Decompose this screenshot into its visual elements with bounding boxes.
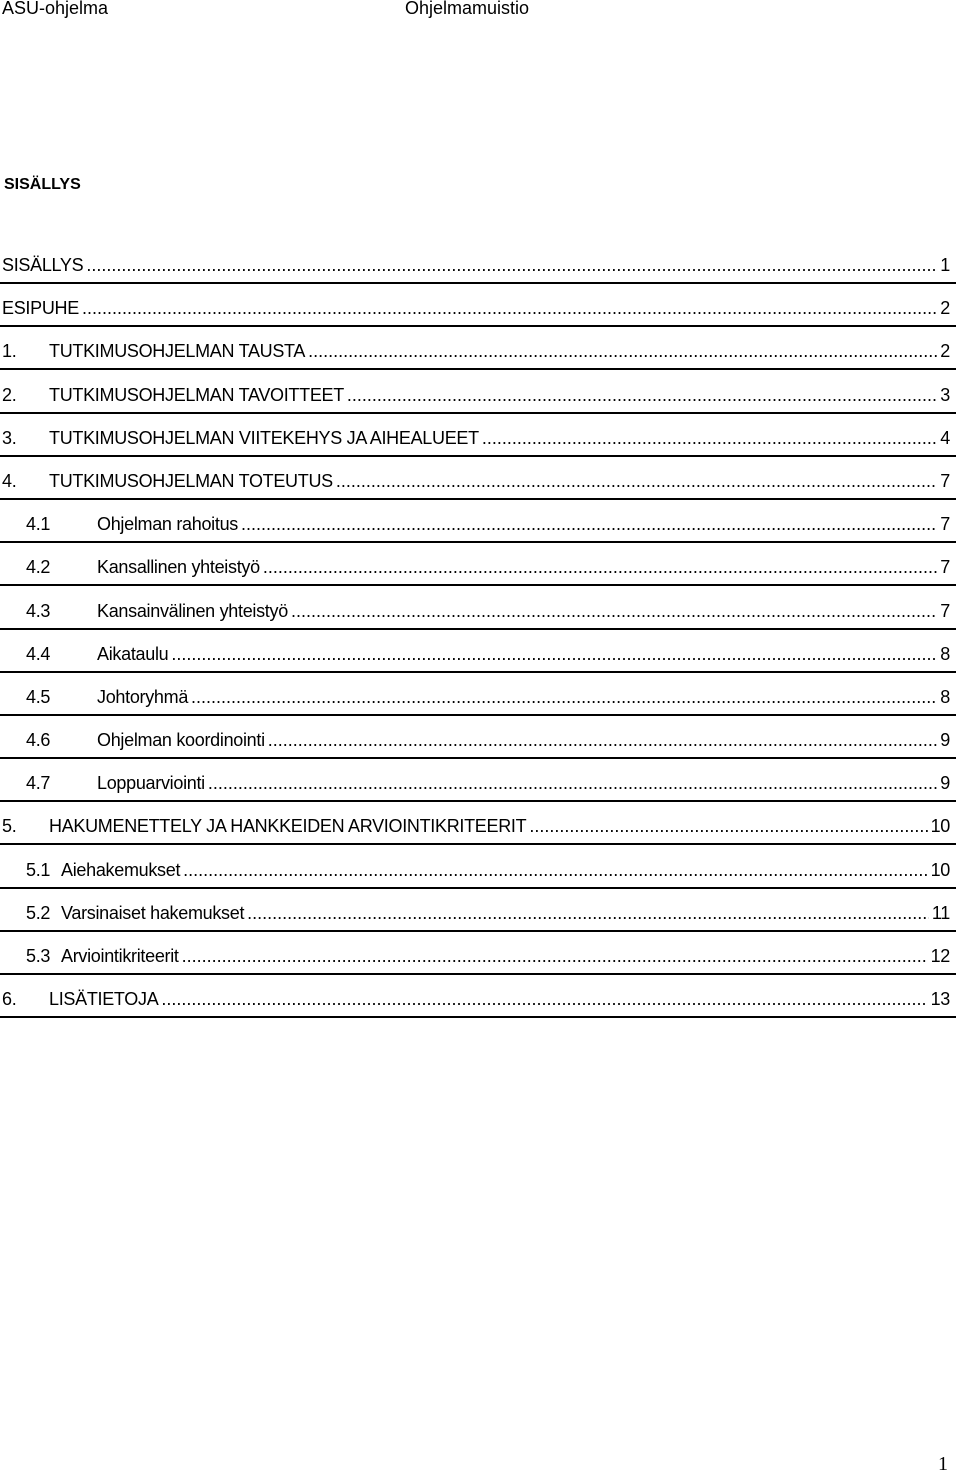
toc-underline (0, 628, 956, 630)
toc-dot-leader (482, 428, 937, 449)
toc-entry-text (2, 341, 950, 362)
toc-entry[interactable] (0, 469, 958, 512)
toc-underline (0, 714, 956, 716)
toc-entry-text (26, 687, 950, 708)
toc-entry-text (26, 730, 950, 751)
toc-entry[interactable] (0, 599, 958, 642)
toc-entry-text (2, 298, 950, 319)
toc-entry-page: 7 (940, 470, 950, 491)
toc-underline (0, 887, 956, 889)
toc-dot-leader (336, 471, 937, 492)
toc-entry-page: 8 (940, 643, 950, 664)
toc-underline (0, 368, 956, 370)
toc-underline (0, 1016, 956, 1018)
toc-entry-text (26, 644, 950, 665)
toc-dot-leader (247, 903, 929, 924)
toc-entry-number: 5. (2, 816, 17, 837)
toc-dot-leader (263, 557, 937, 578)
toc-entry-number: 2. (2, 384, 17, 405)
toc-dot-leader (86, 255, 937, 276)
toc-entry[interactable] (0, 512, 958, 555)
toc-dot-leader (241, 514, 937, 535)
toc-entry-page: 2 (940, 298, 950, 319)
toc-dot-leader (82, 298, 937, 319)
toc-entry-page: 11 (931, 902, 950, 923)
toc-underline (0, 541, 956, 543)
toc-entry-text (26, 773, 950, 794)
toc-underline (0, 973, 956, 975)
toc-dot-leader (291, 601, 937, 622)
toc-entry-number: 5.2 (26, 902, 51, 923)
toc-entry-number: 4.5 (26, 686, 51, 707)
toc-entry-text (26, 601, 950, 622)
toc-entry-text (2, 385, 950, 406)
toc-dot-leader (161, 989, 927, 1010)
toc-entry-page: 7 (940, 600, 950, 621)
toc-entry-label: Kansainvälinen yhteistyö (97, 600, 288, 621)
toc-entry-page: 2 (940, 341, 950, 362)
toc-dot-leader (268, 730, 937, 751)
toc-entry-number: 1. (2, 341, 17, 362)
toc-entry-text (2, 255, 950, 276)
toc-entry-label: Aikataulu (97, 643, 169, 664)
toc-entry[interactable] (0, 685, 958, 728)
toc-entry-label: SISÄLLYS (2, 255, 84, 275)
toc-entry-page: 10 (930, 816, 950, 837)
toc-dot-leader (208, 773, 937, 794)
toc-entry[interactable] (0, 426, 958, 469)
toc-entry[interactable] (0, 858, 958, 901)
toc-underline (0, 412, 956, 414)
toc-entry-number: 3. (2, 427, 17, 448)
toc-underline (0, 498, 956, 500)
toc-entry[interactable] (0, 253, 958, 296)
toc-entry-label: TUTKIMUSOHJELMAN TOTEUTUS (49, 470, 333, 491)
toc-entry-number: 4.7 (26, 773, 51, 794)
toc-entry-label: TUTKIMUSOHJELMAN VIITEKEHYS JA AIHEALUEET (49, 427, 479, 448)
toc-entry-text (2, 428, 950, 449)
toc-entry-page: 9 (940, 773, 950, 794)
toc-entry[interactable] (0, 642, 958, 685)
toc-entry-text (2, 471, 950, 492)
toc-entry-number: 4.1 (26, 514, 51, 535)
toc-entry-label: Johtoryhmä (97, 686, 189, 707)
toc-dot-leader (191, 687, 937, 708)
toc-entry-text (2, 816, 950, 837)
toc-entry-number: 5.3 (26, 946, 51, 966)
toc-entry-label: Varsinaiset hakemukset (61, 902, 245, 923)
toc-entry[interactable] (0, 339, 958, 382)
toc-underline (0, 843, 956, 845)
toc-entry-label: Kansallinen yhteistyö (97, 557, 260, 578)
toc-entry-page: 8 (940, 686, 950, 707)
toc-entry-label: TUTKIMUSOHJELMAN TAVOITTEET (49, 384, 344, 405)
toc-entry-page: 12 (930, 946, 950, 966)
toc-dot-leader (347, 385, 937, 406)
toc-dot-leader (171, 644, 937, 665)
toc-entry-page: 10 (930, 859, 950, 880)
toc-entry[interactable] (0, 987, 958, 1030)
toc-underline (0, 455, 956, 457)
toc-entry[interactable] (0, 728, 958, 771)
page-number: 1 (938, 1453, 948, 1475)
toc-entry-label: TUTKIMUSOHJELMAN TAUSTA (49, 341, 306, 362)
toc-entry[interactable] (0, 296, 958, 339)
toc-entry-page: 7 (940, 557, 950, 578)
toc-entry-label: Arviointikriteerit (61, 946, 179, 966)
toc-entry-number: 5.1 (26, 859, 51, 880)
toc-entry-number: 4.2 (26, 557, 51, 578)
toc-heading: SISÄLLYS (4, 176, 81, 193)
toc-entry-label: Aiehakemukset (61, 859, 181, 880)
toc-entry-page: 7 (940, 514, 950, 535)
toc-entry-number: 6. (2, 989, 17, 1010)
toc-entry-page: 9 (940, 730, 950, 751)
toc-entry-label: Ohjelman rahoitus (97, 514, 238, 535)
toc-entry-text (26, 860, 950, 881)
toc-entry-text (2, 989, 950, 1010)
toc-entry-text (26, 903, 950, 924)
toc-entry-page: 13 (930, 989, 950, 1010)
toc-entry[interactable] (0, 814, 958, 857)
toc-entry-text (26, 946, 950, 967)
toc-underline (0, 584, 956, 586)
toc-dot-leader (308, 341, 937, 362)
toc-entry[interactable] (0, 555, 958, 598)
header-document-type: Ohjelmamuistio (405, 0, 530, 18)
toc-underline (0, 325, 956, 327)
toc-underline (0, 757, 956, 759)
toc-entry-label: HAKUMENETTELY JA HANKKEIDEN ARVIOINTIKRITEERIT (49, 816, 527, 837)
toc-underline (0, 930, 956, 932)
toc-underline (0, 671, 956, 673)
toc-dot-leader (529, 816, 927, 837)
toc-entry-label: Loppuarviointi (97, 773, 205, 794)
toc-entry[interactable] (0, 771, 958, 814)
toc-entry-number: 4.3 (26, 600, 51, 621)
toc-entry-text (26, 557, 950, 578)
toc-entry-label: ESIPUHE (2, 298, 79, 319)
table-of-contents (0, 253, 958, 1030)
toc-entry[interactable] (0, 901, 958, 944)
toc-underline (0, 282, 956, 284)
toc-entry-number: 4.6 (26, 730, 51, 751)
toc-entry-page: 3 (940, 384, 950, 405)
toc-entry[interactable] (0, 383, 958, 426)
header-program-name: ASU-ohjelma (2, 0, 109, 18)
toc-dot-leader (182, 946, 928, 967)
toc-underline (0, 800, 956, 802)
toc-entry-page: 1 (940, 255, 950, 275)
toc-entry-number: 4. (2, 470, 17, 491)
toc-entry-number: 4.4 (26, 643, 51, 664)
toc-entry-label: Ohjelman koordinointi (97, 730, 265, 751)
toc-entry-page: 4 (940, 427, 950, 448)
toc-dot-leader (183, 860, 927, 881)
toc-entry-text (26, 514, 950, 535)
toc-entry[interactable] (0, 944, 958, 987)
toc-entry-label: LISÄTIETOJA (49, 989, 159, 1010)
